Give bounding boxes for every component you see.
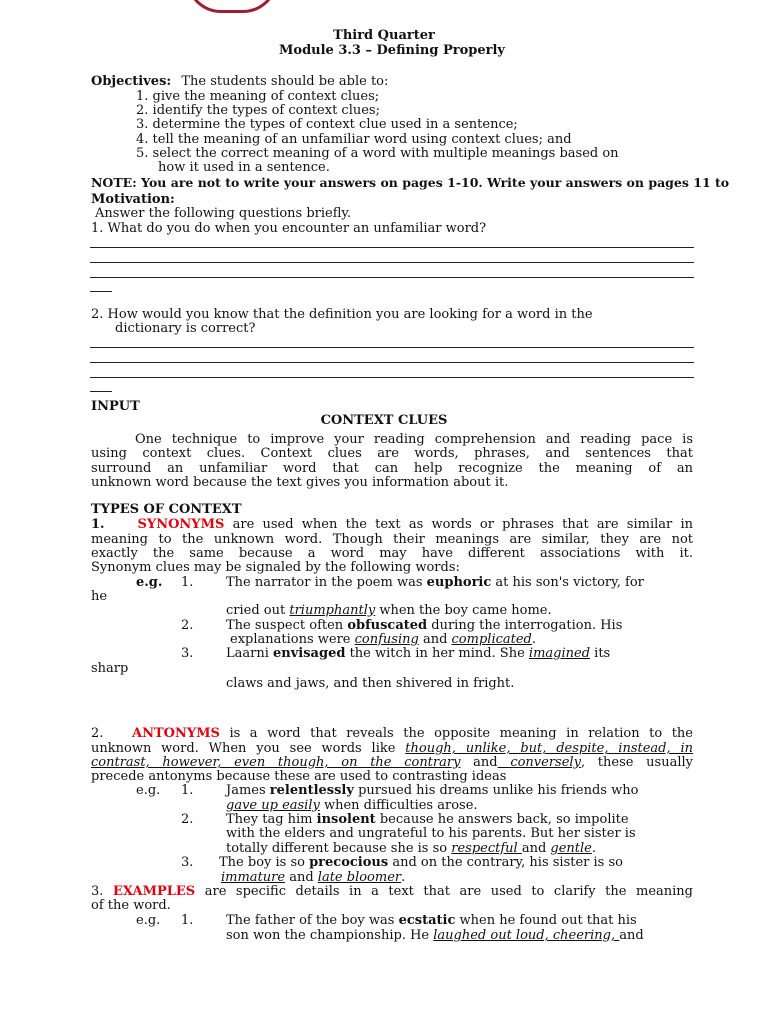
example-wrap: sharp bbox=[91, 661, 129, 676]
synonyms-term: SYNONYMS bbox=[137, 517, 225, 532]
objective-item: 4. tell the meaning of an unfamiliar word using context clues; and bbox=[136, 132, 572, 147]
objective-item: 5. select the correct meaning of a word with multiple meanings based on bbox=[136, 146, 619, 161]
answer-line bbox=[90, 362, 694, 363]
answer-line bbox=[90, 262, 694, 263]
note-text: NOTE: You are not to write your answers on pages 1-10. Write your answers on pages 11 to bbox=[91, 175, 730, 190]
example-text: immature and late bloomer. bbox=[221, 870, 406, 885]
antonyms-term: ANTONYMS bbox=[132, 726, 220, 741]
examples-term: EXAMPLES bbox=[112, 884, 196, 899]
objectives-intro: The students should be able to: bbox=[181, 74, 389, 89]
answer-line bbox=[90, 391, 112, 392]
objectives-label: Objectives: bbox=[91, 74, 172, 89]
synonyms-line: 1. SYNONYMS are used when the text as words or phrases that are similar in bbox=[91, 517, 694, 532]
example-text: gave up easily when difficulties arose. bbox=[226, 798, 478, 813]
input-paragraph-line: using context clues. Context clues are words, phrases, and sentences that bbox=[91, 446, 693, 461]
synonyms-line: Synonym clues may be signaled by the following words: bbox=[91, 560, 460, 575]
example-num: 1. bbox=[181, 783, 194, 798]
example-text: cried out triumphantly when the boy came home. bbox=[226, 603, 552, 618]
example-wrap: he bbox=[91, 589, 108, 604]
example-text: The boy is so precocious and on the contrary, his sister is so bbox=[219, 855, 623, 870]
example-num: 1. bbox=[181, 575, 194, 590]
context-clues-title: CONTEXT CLUES bbox=[320, 413, 448, 428]
example-text: totally different because she is so respectful and gentle. bbox=[226, 841, 597, 856]
answer-line bbox=[90, 277, 694, 278]
objective-item: 1. give the meaning of context clues; bbox=[136, 89, 380, 104]
objective-item: 2. identify the types of context clues; bbox=[136, 103, 380, 118]
antonyms-line: 2. ANTONYMS is a word that reveals the opposite meaning in relation to the bbox=[91, 726, 694, 741]
input-paragraph-line: One technique to improve your reading comprehension and reading pace is bbox=[135, 432, 693, 447]
synonyms-line: meaning to the unknown word. Though their meanings are similar, they are not bbox=[91, 532, 693, 547]
antonyms-line: unknown word. When you see words like though, unlike, but, despite, instead, in bbox=[91, 741, 693, 756]
synonyms-line: exactly the same because a word may have different associations with it. bbox=[91, 546, 693, 561]
example-text: explanations were confusing and complicated. bbox=[230, 632, 537, 647]
examples-line: 3. EXAMPLES are specific details in a text that are used to clarify the meaning bbox=[91, 884, 693, 899]
input-label: INPUT bbox=[91, 399, 140, 414]
example-num: 2. bbox=[181, 618, 194, 633]
example-text: claws and jaws, and then shivered in fright. bbox=[226, 676, 515, 691]
question-2-cont: dictionary is correct? bbox=[115, 321, 256, 336]
answer-line bbox=[90, 291, 112, 292]
input-paragraph-line: unknown word because the text gives you information about it. bbox=[91, 475, 509, 490]
motivation-label: Motivation: bbox=[91, 192, 175, 207]
motivation-instruction: Answer the following questions briefly. bbox=[95, 206, 352, 221]
example-num: 3. bbox=[181, 855, 194, 870]
quarter-title: Third Quarter bbox=[333, 28, 435, 43]
antonyms-line: precede antonyms because these are used to contrasting ideas bbox=[91, 769, 507, 784]
question-1: 1. What do you do when you encounter an unfamiliar word? bbox=[91, 221, 487, 236]
answer-line bbox=[90, 247, 694, 248]
objective-item: 3. determine the types of context clue used in a sentence; bbox=[136, 117, 518, 132]
examples-line: of the word. bbox=[91, 898, 171, 913]
example-text: The narrator in the poem was euphoric at his son's victory, for bbox=[226, 575, 644, 590]
example-num: 1. bbox=[181, 913, 194, 928]
example-text: James relentlessly pursued his dreams unlike his friends who bbox=[226, 783, 639, 798]
eg-label: e.g. bbox=[136, 575, 163, 590]
antonyms-line: contrast, however, even though, on the contrary and conversely, these usually bbox=[91, 755, 693, 770]
answer-line bbox=[90, 377, 694, 378]
example-text: son won the championship. He laughed out loud, cheering, and bbox=[226, 928, 644, 943]
answer-line bbox=[90, 347, 694, 348]
types-heading: TYPES OF CONTEXT bbox=[91, 502, 242, 517]
eg-label: e.g. bbox=[136, 913, 161, 928]
example-num: 2. bbox=[181, 812, 194, 827]
school-seal-logo bbox=[186, 0, 278, 13]
question-2: 2. How would you know that the definition you are looking for a word in the bbox=[91, 307, 593, 322]
example-text: The father of the boy was ecstatic when he found out that his bbox=[226, 913, 637, 928]
example-text: The suspect often obfuscated during the interrogation. His bbox=[226, 618, 623, 633]
objectives-line bbox=[91, 75, 388, 89]
example-text: They tag him insolent because he answers back, so impolite bbox=[226, 812, 629, 827]
objective-item-cont: how it used in a sentence. bbox=[158, 160, 330, 175]
example-text: with the elders and ungrateful to his parents. But her sister is bbox=[226, 826, 636, 841]
example-text: Laarni envisaged the witch in her mind. She imagined its bbox=[226, 646, 611, 661]
eg-label: e.g. bbox=[136, 783, 161, 798]
module-title: Module 3.3 – Defining Properly bbox=[279, 43, 505, 58]
input-paragraph-line: surround an unfamiliar word that can help recognize the meaning of an bbox=[91, 461, 693, 476]
example-num: 3. bbox=[181, 646, 194, 661]
